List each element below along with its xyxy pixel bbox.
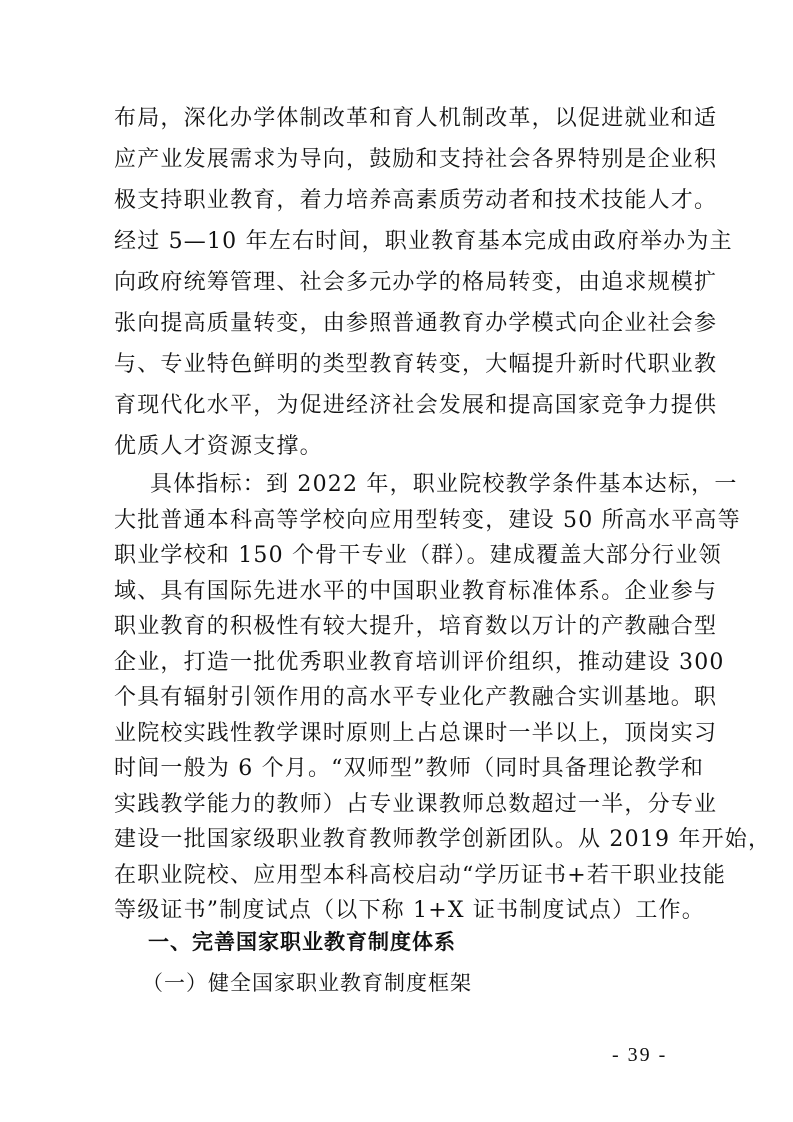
paragraph-line: 与、专业特色鲜明的类型教育转变，大幅提升新时代职业教 [114, 352, 718, 377]
paragraph-line: 等级证书”制度试点（以下称 1+X 证书制度试点）工作。 [114, 898, 705, 923]
paragraph-line: 企业，打造一批优秀职业教育培训评价组织，推动建设 300 [114, 649, 725, 675]
paragraph-line: 实践教学能力的教师）占专业课教师总数超过一半，分专业 [114, 791, 718, 817]
paragraph-line: 在职业院校、应用型本科高校启动“学历证书+若干职业技能 [114, 862, 727, 888]
paragraph-line: 具体指标：到 2022 年，职业院校教学条件基本达标，一 [150, 472, 738, 497]
paragraph-line: 职业学校和 150 个骨干专业（群）。建成覆盖大部分行业领 [114, 543, 722, 568]
paragraph-line: 应产业发展需求为导向，鼓励和支持社会各界特别是企业积 [114, 147, 718, 172]
page-number: - 39 - [612, 1044, 668, 1066]
paragraph-line: 业院校实践性教学课时原则上占总课时一半以上，顶岗实习 [114, 720, 718, 746]
section-heading: 一、完善国家职业教育制度体系 [148, 930, 456, 954]
paragraph-line: 职业教育的积极性有较大提升，培育数以万计的产教融合型 [114, 614, 718, 639]
paragraph-line: 张向提高质量转变，由参照普通教育办学模式向企业社会参 [114, 311, 718, 336]
paragraph-line: 育现代化水平，为促进经济社会发展和提高国家竞争力提供 [114, 393, 718, 418]
paragraph-line: 经过 5—10 年左右时间，职业教育基本完成由政府举办为主 [114, 229, 733, 254]
paragraph-line: 建设一批国家级职业教育教师教学创新团队。从 2019 年开始， [114, 827, 772, 852]
paragraph-line: 优质人才资源支撑。 [114, 434, 323, 459]
paragraph-line: 域、具有国际先进水平的中国职业教育标准体系。企业参与 [114, 578, 718, 604]
subsection-heading: （一）健全国家职业教育制度框架 [142, 971, 472, 995]
paragraph-line: 布局，深化办学体制改革和育人机制改革，以促进就业和适 [114, 106, 718, 131]
paragraph-line: 大批普通本科高等学校向应用型转变，建设 50 所高水平高等 [114, 507, 741, 533]
paragraph-line: 时间一般为 6 个月。“双师型”教师（同时具备理论教学和 [114, 756, 705, 781]
paragraph-line: 个具有辐射引领作用的高水平专业化产教融合实训基地。职 [114, 685, 718, 710]
paragraph-line: 极支持职业教育，着力培养高素质劳动者和技术技能人才。 [114, 188, 718, 213]
paragraph-line: 向政府统筹管理、社会多元办学的格局转变，由追求规模扩 [114, 270, 718, 295]
